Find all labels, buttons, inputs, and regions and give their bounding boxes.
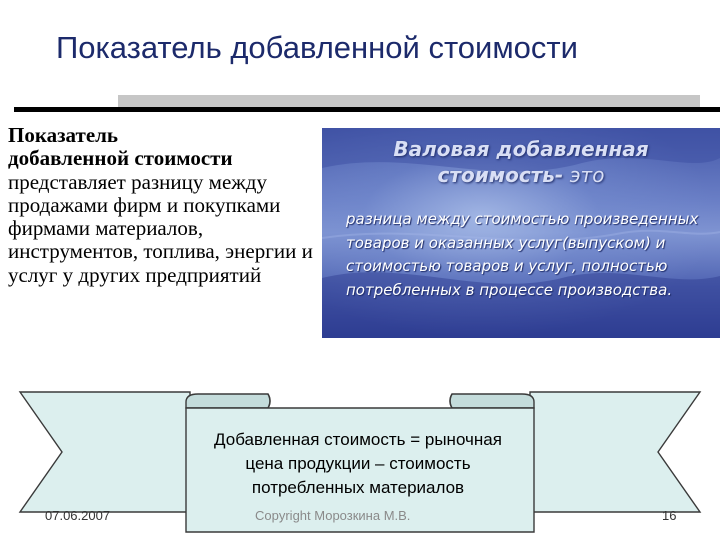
panel-heading (322, 136, 720, 188)
gross-value-added-panel (322, 128, 720, 338)
panel-heading-suffix: это (563, 163, 605, 187)
definition-text (8, 124, 318, 287)
definition-body: представляет разницу между продажами фирм и покупками фирмами материалов, инструментов, топлива, энергии и услуг у других предприятий (8, 169, 313, 287)
footer-copyright: Copyright Морозкина М.В. (255, 508, 411, 523)
definition-term-line-2: добавленной стоимости (8, 146, 233, 171)
slide-title: Показатель добавленной стоимости (56, 30, 578, 65)
panel-heading-line-2 (322, 162, 720, 188)
value-added-formula: Добавленная стоимость = рыночная цена продукции – стоимость потребленных материалов (214, 430, 502, 497)
footer-date: 07.06.2007 (45, 508, 111, 523)
definition-term-line-1: Показатель (8, 123, 119, 147)
panel-definition: разница между стоимостью произведенных товаров и оказанных услуг(выпуском) и стоимостью товаров и услуг, полностью потребленных в процессе производства. (346, 210, 699, 299)
title-rule (14, 107, 720, 112)
slide-number: 16 (662, 508, 677, 523)
panel-heading-term: стоимость- (437, 163, 564, 187)
panel-heading-line-1: Валовая добавленная (393, 137, 649, 161)
